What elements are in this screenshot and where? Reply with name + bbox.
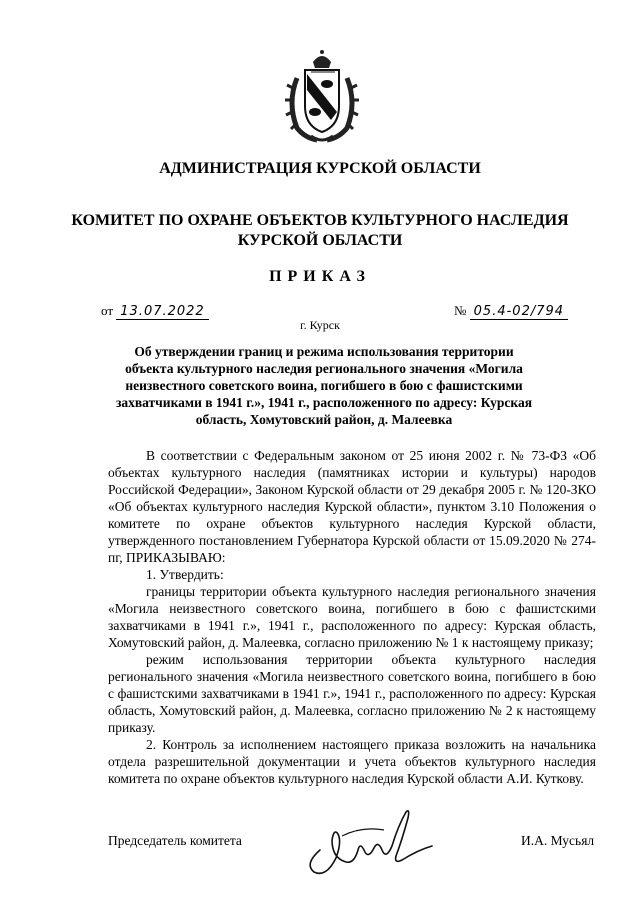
city: г. Курск	[300, 318, 340, 332]
date-value: 13.07.2022	[116, 305, 208, 320]
handwritten-signature-icon	[302, 806, 442, 878]
number-value: 05.4-02/794	[470, 305, 568, 320]
number-prefix: №	[454, 303, 467, 318]
date-prefix: от	[101, 303, 114, 318]
signer-name: И.А. Мусьял	[521, 833, 595, 848]
committee-name-line1: КОМИТЕТ ПО ОХРАНЕ ОБЪЕКТОВ КУЛЬТУРНОГО НАСЛЕДИЯ	[71, 212, 569, 229]
body-paragraph-regime: режим использования территории объекта культурного наследия регионального значения «Могила неизвестного советского воина, погибшего в бою с фашистскими захватчиками в 1941 г.», 1941 г., расположенного по адресу: Курская область, Хомутовский район, д. Малеевка, согласно приложению № 2 к настоящему приказу.	[108, 652, 596, 735]
body-paragraph-boundaries: границы территории объекта культурного наследия регионального значения «Могила неизвестного советского воина, погибшего в бою с фашистскими захватчиками в 1941 г.», 1941 г., расположенного по адресу: Курская область, Хомутовский район, д. Малеевка, согласно приложению № 1 к настоящему приказу;	[108, 584, 596, 650]
order-body	[108, 447, 596, 787]
order-title: Об утверждении границ и режима использования территории объекта культурного наследия регионального значения «Могила неизвестного советского воина, погибшего в бою с фашистскими захватчиками в 1941 г.», 1941 г., расположенного по адресу: Курская область, Хомутовский район, д. Малеевка	[115, 344, 533, 427]
coat-of-arms-icon	[283, 48, 361, 144]
signer-role: Председатель комитета	[108, 833, 242, 848]
organization-name: АДМИНИСТРАЦИЯ КУРСКОЙ ОБЛАСТИ	[159, 160, 481, 177]
body-paragraph-item-1: 1. Утвердить:	[146, 567, 224, 582]
committee-name-line2: КУРСКОЙ ОБЛАСТИ	[237, 232, 403, 249]
body-paragraph-item-2: 2. Контроль за исполнением настоящего приказа возложить на начальника отдела разрешительной документации и учета объектов культурного наследия комитета по охране объектов культурного наследия Курской области А.И. Куткову.	[108, 737, 596, 786]
body-paragraph-preamble: В соответствии с Федеральным законом от 25 июня 2002 г. № 73-ФЗ «Об объектах культурного наследия (памятниках истории и культуры) народов Российской Федерации», Законом Курской области от 29 декабря 2005 г. № 120-ЗКО «Об объектах культурного наследия Курской области», пунктом 3.10 Положения о комитете по охране объектов культурного наследия Курской области, утвержденного постановлением Губернатора Курской области от 15.09.2020 № 274-пг, ПРИКАЗЫВАЮ:	[108, 448, 596, 565]
committee-name	[0, 211, 640, 251]
document-type: ПРИКАЗ	[269, 268, 371, 285]
